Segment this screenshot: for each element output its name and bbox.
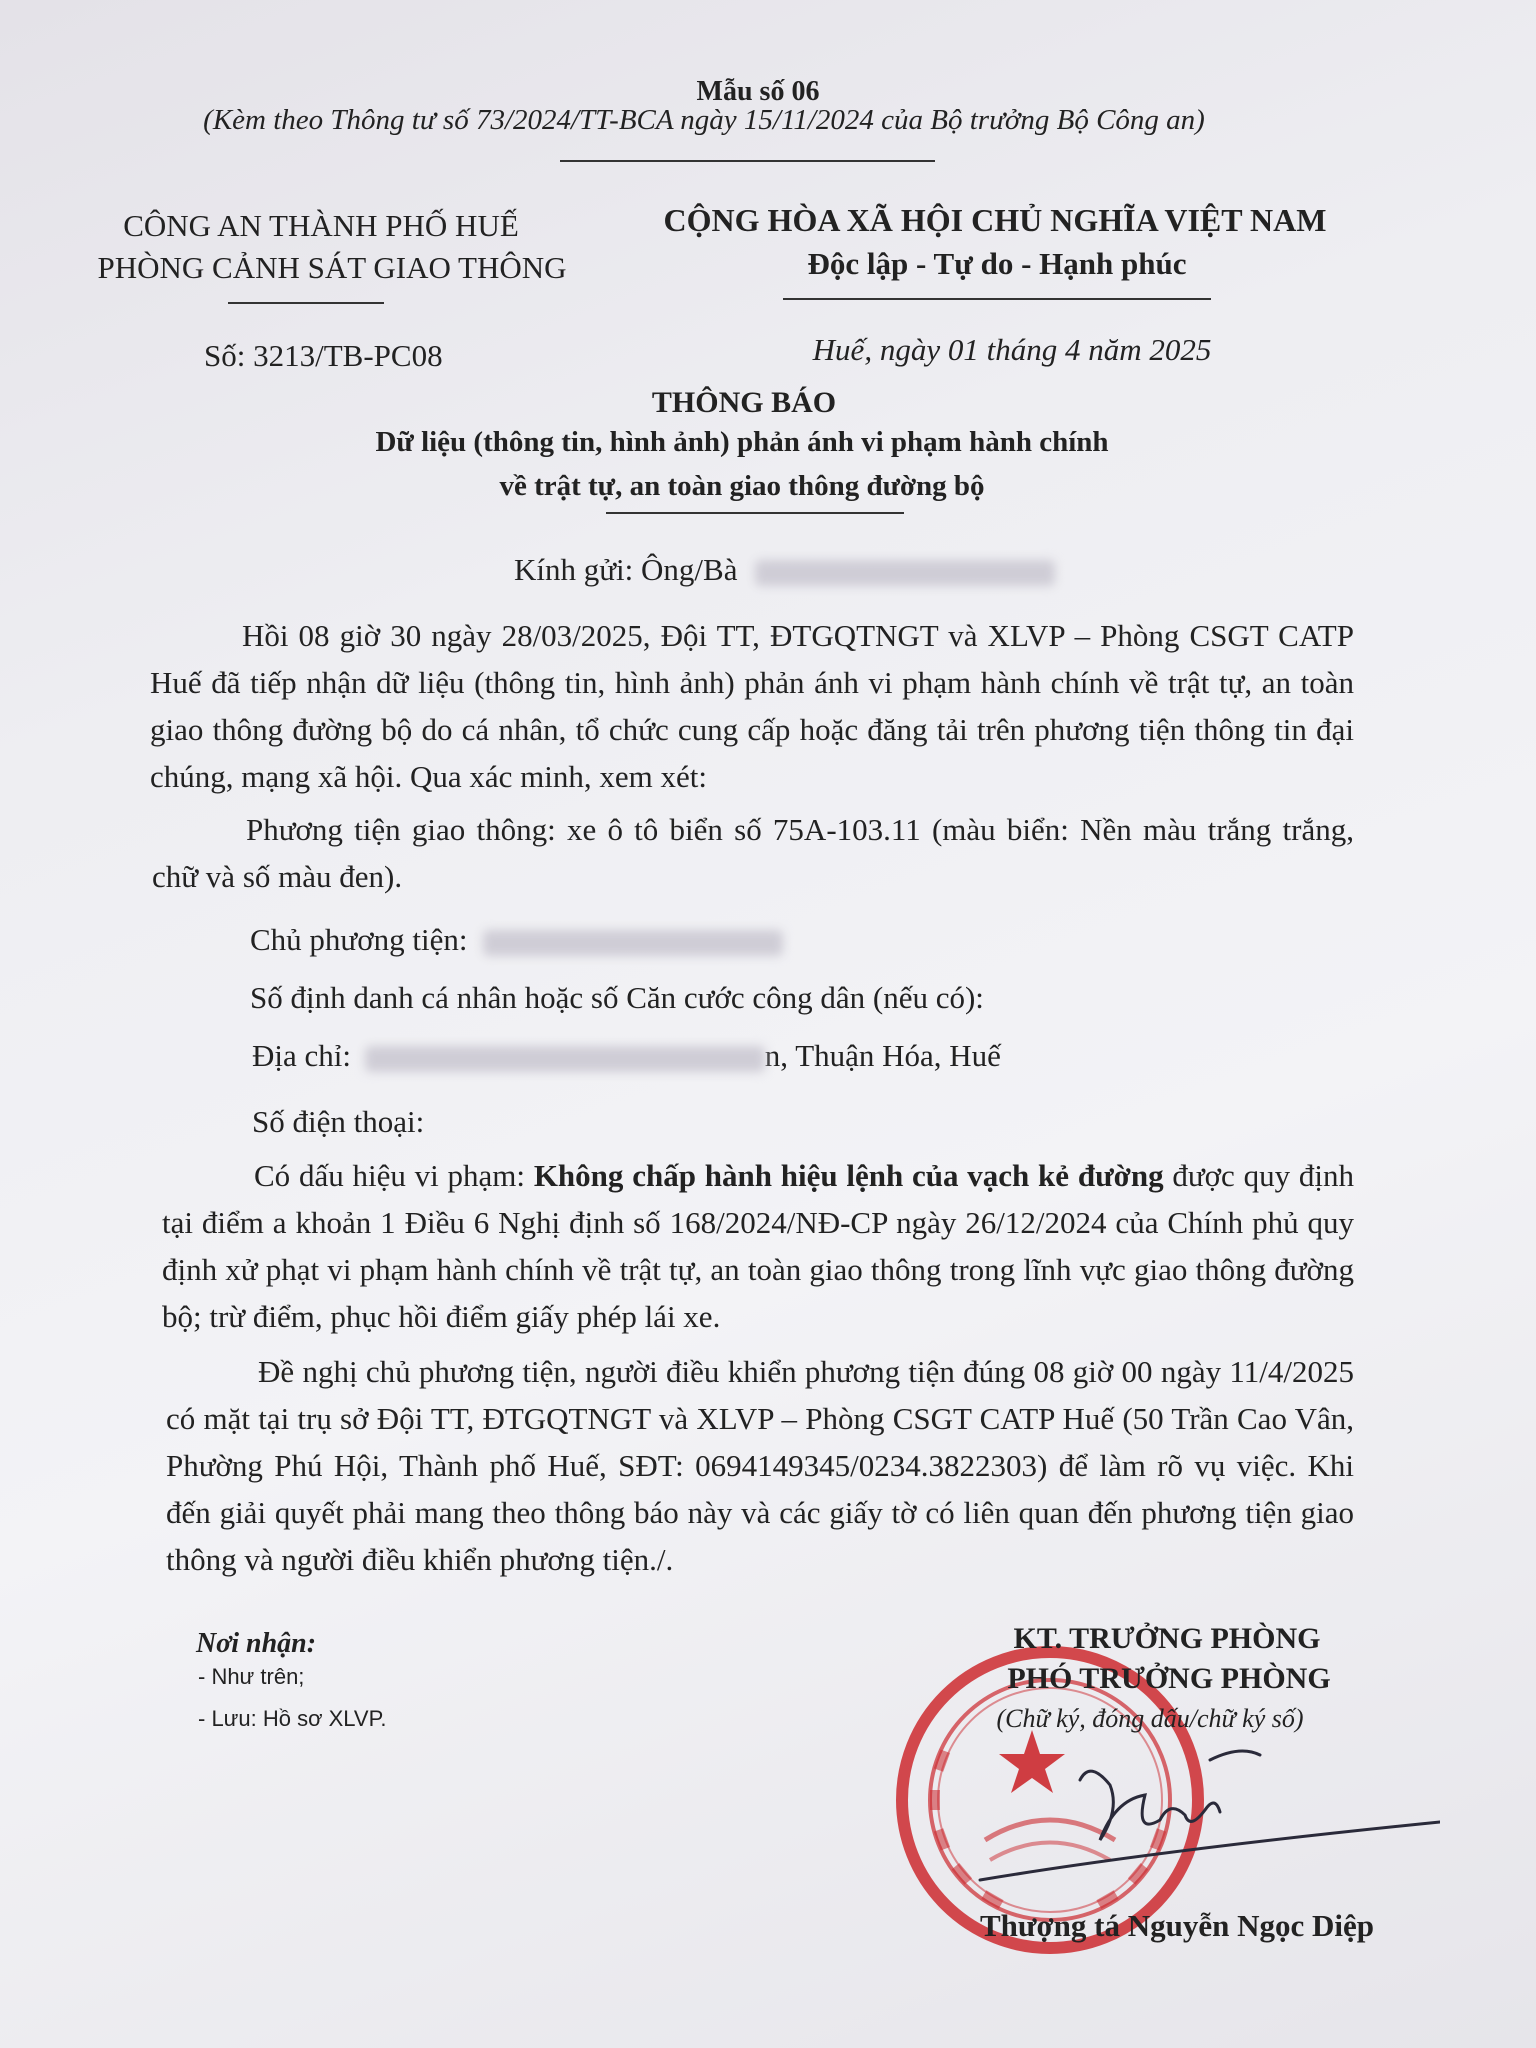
place-date: Huế, ngày 01 tháng 4 năm 2025 [812, 332, 1212, 367]
redacted-name [755, 560, 1055, 586]
violation-name: Không chấp hành hiệu lệnh của vạch kẻ đường [533, 1158, 1164, 1193]
issuer-line1: CÔNG AN THÀNH PHỐ HUẾ [123, 208, 519, 243]
request-text: Đề nghị chủ phương tiện, người điều khiển phương tiện đúng 08 giờ 00 ngày 11/4/2025 có mặt tại trụ sở Đội TT, ĐTGQTNGT và XLVP – Phòng CSGT CATP Huế (50 Trần Cao Vân, Phường Phú Hội, Thành phố Huế, SĐT: 0694149345/0234.3822303) để làm rõ vụ việc. Khi đến giải quyết phải mang theo thông báo này và các giấy tờ có liên quan đến phương tiện giao thông và người điều khiển phương tiện./. [166, 1354, 1354, 1577]
notice-subtitle-2: về trật tự, an toàn giao thông đường bộ [499, 470, 985, 502]
recipient-item: - Lưu: Hồ sơ XLVP. [198, 1706, 387, 1731]
recipient-item: - Như trên; [198, 1664, 305, 1689]
issuer-line2: PHÒNG CẢNH SÁT GIAO THÔNG [97, 250, 567, 285]
request-paragraph [166, 1348, 1354, 1583]
handwritten-signature [960, 1740, 1440, 1900]
vehicle-text: Phương tiện giao thông: xe ô tô biển số 75A-103.11 (màu biển: Nền màu trắng trắng, chữ và số màu đen). [152, 812, 1354, 894]
violation-rest: được quy định tại điểm a khoản 1 Điều 6 Nghị định số 168/2024/NĐ-CP ngày 26/12/2024 của Chính phủ quy định xử phạt vi phạm hành chính về trật tự, an toàn giao thông trong lĩnh vực giao thông đường bộ; trừ điểm, phục hồi điểm giấy phép lái xe. [162, 1158, 1354, 1334]
owner-label: Chủ phương tiện: [250, 922, 468, 957]
address-label: Địa chỉ: [252, 1038, 351, 1073]
signature-note: (Chữ ký, đóng dấu/chữ ký số) [996, 1704, 1304, 1733]
greeting [514, 552, 1055, 588]
attachment-note: (Kèm theo Thông tư số 73/2024/TT-BCA ngày 15/11/2024 của Bộ trưởng Bộ Công an) [203, 104, 1205, 136]
id-line: Số định danh cá nhân hoặc số Căn cước công dân (nếu có): [250, 980, 984, 1015]
signature-title-2: PHÓ TRƯỞNG PHÒNG [1007, 1662, 1331, 1695]
phone-line: Số điện thoại: [252, 1104, 425, 1139]
notice-heading: THÔNG BÁO [651, 386, 837, 419]
redacted-address [365, 1046, 765, 1072]
national-title: CỘNG HÒA XÃ HỘI CHỦ NGHĨA VIỆT NAM [663, 202, 1327, 238]
title-underline [606, 512, 904, 514]
notice-subtitle-1: Dữ liệu (thông tin, hình ảnh) phản ánh vi phạm hành chính [375, 426, 1109, 458]
issuer-underline [228, 302, 384, 304]
national-motto: Độc lập - Tự do - Hạnh phúc [807, 246, 1187, 281]
header-divider [560, 160, 935, 162]
owner-line [250, 922, 783, 958]
redacted-owner [483, 930, 783, 956]
greeting-label: Kính gửi: Ông/Bà [514, 552, 738, 587]
address-line [252, 1038, 1001, 1074]
signer-name: Thượng tá Nguyễn Ngọc Diệp [979, 1908, 1375, 1943]
form-number: Mẫu số 06 [696, 76, 820, 107]
vehicle-paragraph [152, 806, 1354, 900]
doc-number: Số: 3213/TB-PC08 [204, 338, 443, 373]
intro-text: Hồi 08 giờ 30 ngày 28/03/2025, Đội TT, ĐTGQTNGT và XLVP – Phòng CSGT CATP Huế đã tiếp nhận dữ liệu (thông tin, hình ảnh) phản ánh vi phạm hành chính về trật tự, an toàn giao thông đường bộ do cá nhân, tổ chức cung cấp hoặc đăng tải trên phương tiện thông tin đại chúng, mạng xã hội. Qua xác minh, xem xét: [150, 618, 1354, 794]
address-tail: n, Thuận Hóa, Huế [764, 1038, 1001, 1073]
recipients-label: Nơi nhận: [196, 1628, 317, 1659]
signature-title-1: KT. TRƯỞNG PHÒNG [1013, 1622, 1321, 1655]
motto-underline [783, 298, 1211, 300]
violation-text [162, 1152, 1354, 1340]
intro-paragraph [150, 612, 1354, 800]
violation-paragraph [162, 1152, 1354, 1340]
violation-prefix: Có dấu hiệu vi phạm: [254, 1158, 534, 1193]
